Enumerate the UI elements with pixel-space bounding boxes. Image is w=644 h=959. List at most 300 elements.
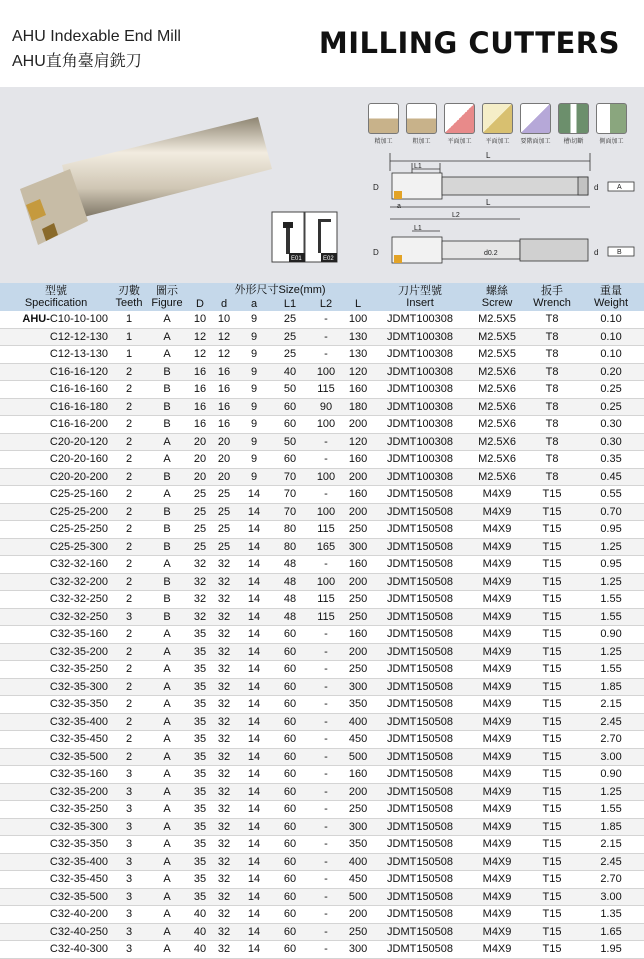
cell-weight: 0.25 — [578, 398, 644, 416]
spec-table-container — [0, 283, 644, 959]
cell-a: 14 — [236, 923, 272, 941]
cell-L2: - — [308, 713, 344, 731]
cell-teeth: 3 — [112, 871, 146, 889]
table-row — [0, 626, 644, 644]
cell-teeth: 3 — [112, 888, 146, 906]
cell-L2: 100 — [308, 363, 344, 381]
cell-screw: M4X9 — [468, 853, 526, 871]
cell-model: C32-35-400 — [0, 713, 112, 731]
cell-model: C20-20-200 — [0, 468, 112, 486]
cell-L2: - — [308, 626, 344, 644]
cell-insert: JDMT150508 — [372, 591, 468, 609]
cell-L1: 60 — [272, 801, 308, 819]
cell-wrench: T15 — [526, 538, 578, 556]
cell-d: 32 — [212, 923, 236, 941]
cell-L1: 70 — [272, 468, 308, 486]
table-row — [0, 766, 644, 784]
cell-screw: M4X9 — [468, 748, 526, 766]
cell-screw: M4X9 — [468, 818, 526, 836]
cell-model: C32-35-450 — [0, 731, 112, 749]
cell-model: C25-25-200 — [0, 503, 112, 521]
cell-model: C32-35-350 — [0, 836, 112, 854]
title-english: AHU Indexable End Mill — [12, 28, 181, 45]
cell-model: C20-20-120 — [0, 433, 112, 451]
cell-insert: JDMT100308 — [372, 346, 468, 364]
table-row — [0, 836, 644, 854]
cell-D: 35 — [188, 748, 212, 766]
cell-d: 32 — [212, 888, 236, 906]
cell-L2: - — [308, 661, 344, 679]
cell-weight: 2.45 — [578, 713, 644, 731]
cell-D: 12 — [188, 346, 212, 364]
table-row — [0, 573, 644, 591]
cell-insert: JDMT100308 — [372, 398, 468, 416]
cell-figure: A — [146, 923, 188, 941]
cell-wrench: T8 — [526, 433, 578, 451]
cell-L1: 60 — [272, 731, 308, 749]
cell-insert: JDMT150508 — [372, 678, 468, 696]
cell-L1: 60 — [272, 941, 308, 959]
cell-screw: M2.5X6 — [468, 468, 526, 486]
cell-D: 35 — [188, 661, 212, 679]
cell-L1: 60 — [272, 871, 308, 889]
cell-wrench: T15 — [526, 923, 578, 941]
cell-figure: A — [146, 836, 188, 854]
cell-teeth: 3 — [112, 766, 146, 784]
table-row — [0, 311, 644, 328]
cell-teeth: 2 — [112, 451, 146, 469]
cell-weight: 2.45 — [578, 853, 644, 871]
table-header — [0, 283, 644, 311]
cell-L2: - — [308, 311, 344, 328]
cell-L2: 90 — [308, 398, 344, 416]
cell-d: 32 — [212, 853, 236, 871]
label-d-upper-b: D — [373, 248, 379, 257]
figure-a-diagram — [373, 151, 634, 210]
cell-figure: A — [146, 783, 188, 801]
side-milling-icon — [596, 103, 627, 134]
cell-insert: JDMT150508 — [372, 731, 468, 749]
cell-figure: A — [146, 696, 188, 714]
cell-L2: 100 — [308, 503, 344, 521]
model-prefix: AHU- — [22, 313, 50, 326]
page-header — [0, 0, 644, 87]
cell-L1: 60 — [272, 416, 308, 434]
cell-d: 25 — [212, 503, 236, 521]
cell-model: C32-35-250 — [0, 661, 112, 679]
cell-D: 20 — [188, 451, 212, 469]
cell-weight: 0.70 — [578, 503, 644, 521]
category-title: MILLING CUTTERS — [318, 26, 620, 60]
cell-teeth: 2 — [112, 678, 146, 696]
cell-wrench: T15 — [526, 573, 578, 591]
cell-a: 9 — [236, 363, 272, 381]
cell-model: C32-35-300 — [0, 818, 112, 836]
cell-L: 130 — [344, 346, 372, 364]
cell-figure: A — [146, 906, 188, 924]
cell-figure: A — [146, 941, 188, 959]
cell-wrench: T15 — [526, 836, 578, 854]
cell-figure: B — [146, 363, 188, 381]
cell-insert: JDMT150508 — [372, 818, 468, 836]
cell-insert: JDMT150508 — [372, 503, 468, 521]
cell-L2: - — [308, 818, 344, 836]
cell-D: 35 — [188, 731, 212, 749]
cell-insert: JDMT150508 — [372, 486, 468, 504]
cell-wrench: T15 — [526, 871, 578, 889]
cell-figure: A — [146, 888, 188, 906]
cell-a: 9 — [236, 328, 272, 346]
figure-b-diagram — [373, 198, 634, 263]
cell-insert: JDMT150508 — [372, 643, 468, 661]
cell-a: 14 — [236, 556, 272, 574]
cell-L1: 60 — [272, 678, 308, 696]
cell-L2: - — [308, 678, 344, 696]
cell-a: 14 — [236, 661, 272, 679]
cell-D: 35 — [188, 801, 212, 819]
cell-model: C16-16-200 — [0, 416, 112, 434]
cell-d: 32 — [212, 801, 236, 819]
slotting-icon — [558, 103, 589, 134]
cell-a: 14 — [236, 801, 272, 819]
cell-L2: - — [308, 748, 344, 766]
cell-weight: 0.45 — [578, 468, 644, 486]
cell-L1: 48 — [272, 556, 308, 574]
cell-L1: 48 — [272, 573, 308, 591]
cell-weight: 0.20 — [578, 363, 644, 381]
cell-L: 350 — [344, 836, 372, 854]
cell-screw: M4X9 — [468, 906, 526, 924]
cell-weight: 0.55 — [578, 486, 644, 504]
cell-teeth: 2 — [112, 503, 146, 521]
cell-a: 14 — [236, 538, 272, 556]
cell-weight: 1.55 — [578, 801, 644, 819]
cell-figure: A — [146, 311, 188, 328]
label-l-b: L — [486, 198, 491, 207]
table-row — [0, 923, 644, 941]
operation-roughing: 粗加工 — [406, 103, 437, 145]
cell-d: 16 — [212, 416, 236, 434]
cell-wrench: T15 — [526, 818, 578, 836]
cell-screw: M4X9 — [468, 661, 526, 679]
cell-d: 16 — [212, 363, 236, 381]
col-teeth: 刃數 Teeth — [112, 283, 146, 311]
cell-L2: - — [308, 871, 344, 889]
table-row — [0, 503, 644, 521]
cell-L2: - — [308, 801, 344, 819]
cell-L: 300 — [344, 678, 372, 696]
tool-photo — [20, 117, 272, 245]
cell-a: 14 — [236, 941, 272, 959]
cell-d: 10 — [212, 311, 236, 328]
table-row — [0, 853, 644, 871]
cell-screw: M4X9 — [468, 696, 526, 714]
cell-weight: 0.90 — [578, 766, 644, 784]
cell-D: 25 — [188, 521, 212, 539]
cell-L2: 115 — [308, 591, 344, 609]
cell-model: C32-35-300 — [0, 678, 112, 696]
cell-wrench: T8 — [526, 346, 578, 364]
cell-weight: 1.95 — [578, 941, 644, 959]
cell-d: 32 — [212, 871, 236, 889]
cell-weight: 3.00 — [578, 888, 644, 906]
cell-d: 32 — [212, 941, 236, 959]
cell-insert: JDMT150508 — [372, 521, 468, 539]
label-d-lower-b: d — [594, 248, 599, 257]
table-row — [0, 608, 644, 626]
face-milling-icon — [444, 103, 475, 134]
cell-L2: - — [308, 906, 344, 924]
cell-L2: - — [308, 486, 344, 504]
table-row — [0, 538, 644, 556]
cell-a: 14 — [236, 836, 272, 854]
label-e02: E02 — [323, 256, 334, 262]
cell-L: 250 — [344, 661, 372, 679]
cell-model: C32-35-160 — [0, 766, 112, 784]
cell-wrench: T15 — [526, 888, 578, 906]
col-weight: 重量 Weight — [578, 283, 644, 311]
cell-insert: JDMT150508 — [372, 748, 468, 766]
cell-teeth: 2 — [112, 661, 146, 679]
cell-teeth: 2 — [112, 643, 146, 661]
cell-D: 20 — [188, 468, 212, 486]
cell-weight: 1.55 — [578, 591, 644, 609]
cell-figure: B — [146, 398, 188, 416]
cell-wrench: T8 — [526, 416, 578, 434]
cell-a: 14 — [236, 643, 272, 661]
cell-wrench: T15 — [526, 626, 578, 644]
table-row — [0, 416, 644, 434]
cell-wrench: T15 — [526, 521, 578, 539]
cell-weight: 1.25 — [578, 538, 644, 556]
col-wrench: 扳手 Wrench — [526, 283, 578, 311]
cell-wrench: T8 — [526, 311, 578, 328]
cell-insert: JDMT100308 — [372, 433, 468, 451]
cell-figure: A — [146, 626, 188, 644]
cell-D: 35 — [188, 678, 212, 696]
cell-L: 200 — [344, 573, 372, 591]
operation-face-2: 平面加工 — [482, 103, 513, 145]
table-row — [0, 556, 644, 574]
cell-teeth: 2 — [112, 626, 146, 644]
cell-L1: 48 — [272, 608, 308, 626]
cell-L: 300 — [344, 538, 372, 556]
cell-screw: M4X9 — [468, 941, 526, 959]
cell-a: 14 — [236, 608, 272, 626]
cell-L: 120 — [344, 433, 372, 451]
cell-insert: JDMT150508 — [372, 626, 468, 644]
cell-wrench: T15 — [526, 591, 578, 609]
cell-d: 32 — [212, 766, 236, 784]
col-figure: 圖示 Figure — [146, 283, 188, 311]
cell-figure: A — [146, 643, 188, 661]
table-row — [0, 783, 644, 801]
cell-a: 9 — [236, 398, 272, 416]
cell-weight: 0.35 — [578, 451, 644, 469]
cell-screw: M4X9 — [468, 608, 526, 626]
cell-screw: M2.5X6 — [468, 363, 526, 381]
cell-D: 12 — [188, 328, 212, 346]
col-d: d — [212, 297, 236, 311]
cell-L2: - — [308, 451, 344, 469]
cell-weight: 2.15 — [578, 836, 644, 854]
cell-screw: M4X9 — [468, 678, 526, 696]
cell-L: 200 — [344, 906, 372, 924]
cell-d: 32 — [212, 906, 236, 924]
cell-model: C12-13-130 — [0, 346, 112, 364]
table-row — [0, 748, 644, 766]
cell-a: 9 — [236, 451, 272, 469]
cell-insert: JDMT100308 — [372, 416, 468, 434]
cell-wrench: T15 — [526, 503, 578, 521]
table-row — [0, 731, 644, 749]
cell-weight: 0.10 — [578, 346, 644, 364]
cell-teeth: 2 — [112, 591, 146, 609]
cell-d: 32 — [212, 783, 236, 801]
cell-figure: B — [146, 538, 188, 556]
operation-step: 要階面加工 — [520, 103, 551, 145]
cell-a: 14 — [236, 626, 272, 644]
cell-L1: 60 — [272, 888, 308, 906]
cell-d: 32 — [212, 573, 236, 591]
cell-d: 32 — [212, 713, 236, 731]
cell-a: 14 — [236, 573, 272, 591]
cell-screw: M2.5X5 — [468, 328, 526, 346]
cell-wrench: T15 — [526, 661, 578, 679]
cell-L: 400 — [344, 853, 372, 871]
cell-wrench: T15 — [526, 731, 578, 749]
col-a: a — [236, 297, 272, 311]
cell-L: 250 — [344, 521, 372, 539]
cell-weight: 1.85 — [578, 818, 644, 836]
cell-D: 35 — [188, 888, 212, 906]
cell-screw: M4X9 — [468, 713, 526, 731]
table-row — [0, 906, 644, 924]
cell-figure: B — [146, 381, 188, 399]
cell-teeth: 1 — [112, 328, 146, 346]
cell-wrench: T8 — [526, 468, 578, 486]
cell-D: 25 — [188, 503, 212, 521]
label-d-upper-a: D — [373, 183, 379, 192]
cell-L: 160 — [344, 766, 372, 784]
table-row — [0, 801, 644, 819]
cell-L2: 100 — [308, 416, 344, 434]
cell-insert: JDMT150508 — [372, 906, 468, 924]
cell-figure: B — [146, 521, 188, 539]
cell-screw: M2.5X6 — [468, 433, 526, 451]
cell-model: C32-35-350 — [0, 696, 112, 714]
cell-a: 9 — [236, 416, 272, 434]
cell-d: 32 — [212, 678, 236, 696]
cell-d: 32 — [212, 696, 236, 714]
cell-insert: JDMT150508 — [372, 941, 468, 959]
cell-D: 35 — [188, 766, 212, 784]
cell-teeth: 3 — [112, 818, 146, 836]
cell-weight: 2.70 — [578, 871, 644, 889]
cell-model: C32-35-250 — [0, 801, 112, 819]
operation-slot: 槽\切斷 — [558, 103, 589, 145]
cell-L: 160 — [344, 626, 372, 644]
cell-L1: 48 — [272, 591, 308, 609]
cell-figure: A — [146, 451, 188, 469]
cell-L2: 100 — [308, 573, 344, 591]
table-row — [0, 398, 644, 416]
cell-teeth: 2 — [112, 521, 146, 539]
cell-teeth: 3 — [112, 783, 146, 801]
cell-figure: B — [146, 416, 188, 434]
cell-wrench: T15 — [526, 783, 578, 801]
cell-d: 16 — [212, 381, 236, 399]
cell-figure: B — [146, 573, 188, 591]
cell-insert: JDMT150508 — [372, 573, 468, 591]
cell-d: 16 — [212, 398, 236, 416]
cell-L: 120 — [344, 363, 372, 381]
cell-insert: JDMT150508 — [372, 696, 468, 714]
cell-teeth: 2 — [112, 398, 146, 416]
cell-model: C16-16-120 — [0, 363, 112, 381]
cell-d: 20 — [212, 451, 236, 469]
cell-figure: A — [146, 731, 188, 749]
cell-model: C32-40-200 — [0, 906, 112, 924]
cell-teeth: 2 — [112, 363, 146, 381]
cell-figure: A — [146, 801, 188, 819]
cell-D: 35 — [188, 643, 212, 661]
cell-figure: A — [146, 818, 188, 836]
cell-insert: JDMT150508 — [372, 836, 468, 854]
cell-screw: M4X9 — [468, 486, 526, 504]
cell-screw: M2.5X5 — [468, 346, 526, 364]
cell-insert: JDMT150508 — [372, 923, 468, 941]
cell-L2: - — [308, 731, 344, 749]
cell-L2: - — [308, 941, 344, 959]
table-row — [0, 363, 644, 381]
cell-insert: JDMT150508 — [372, 801, 468, 819]
table-row — [0, 643, 644, 661]
cell-screw: M4X9 — [468, 731, 526, 749]
cell-model: C12-12-130 — [0, 328, 112, 346]
cell-a: 9 — [236, 468, 272, 486]
table-row — [0, 328, 644, 346]
cell-D: 16 — [188, 363, 212, 381]
cell-L: 200 — [344, 503, 372, 521]
cell-teeth: 2 — [112, 556, 146, 574]
table-row — [0, 521, 644, 539]
cell-figure: A — [146, 766, 188, 784]
cell-teeth: 2 — [112, 486, 146, 504]
label-l1-b: L1 — [414, 225, 422, 232]
cell-figure: A — [146, 678, 188, 696]
cell-insert: JDMT150508 — [372, 853, 468, 871]
table-row — [0, 346, 644, 364]
cell-model: C32-32-250 — [0, 591, 112, 609]
cell-a: 14 — [236, 906, 272, 924]
cell-L1: 25 — [272, 311, 308, 328]
cell-screw: M4X9 — [468, 591, 526, 609]
cell-L2: - — [308, 888, 344, 906]
cell-insert: JDMT100308 — [372, 381, 468, 399]
cell-wrench: T15 — [526, 486, 578, 504]
table-row — [0, 661, 644, 679]
cell-teeth: 2 — [112, 696, 146, 714]
cell-teeth: 2 — [112, 468, 146, 486]
col-L: L — [344, 297, 372, 311]
cell-teeth: 1 — [112, 346, 146, 364]
cell-L1: 60 — [272, 906, 308, 924]
cell-teeth: 3 — [112, 836, 146, 854]
cell-model: C32-40-300 — [0, 941, 112, 959]
cell-L1: 25 — [272, 328, 308, 346]
cell-L2: 115 — [308, 521, 344, 539]
